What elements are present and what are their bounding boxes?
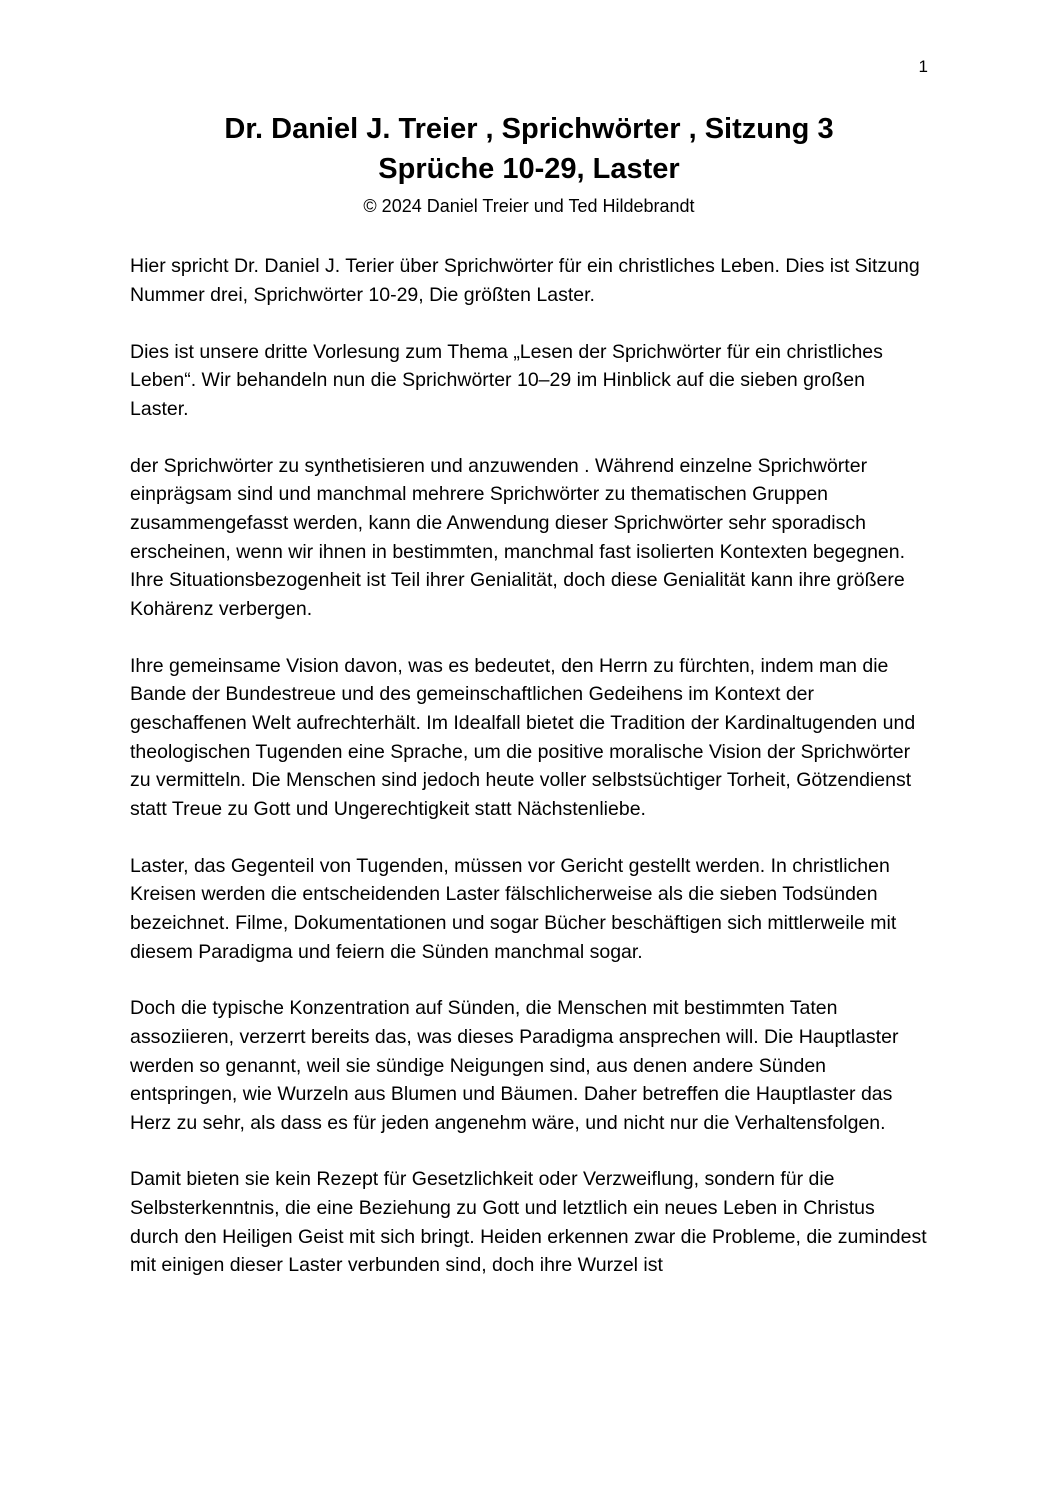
document-title-line-1: Dr. Daniel J. Treier , Sprichwörter , Sitzung 3 <box>224 113 834 145</box>
copyright-line: © 2024 Daniel Treier und Ted Hildebrandt <box>363 196 695 217</box>
paragraph-4: Ihre gemeinsame Vision davon, was es bedeutet, den Herrn zu fürchten, indem man die Bande der Bundestreue und des gemeinschaftlichen Gedeihens im Kontext der geschaffenen Welt aufrechterhält. Im Idealfall bietet die Tradition der Kardinaltugenden und theologischen Tugenden eine Sprache, um die positive moralische Vision der Sprichwörter zu vermitteln. Die Menschen sind jedoch heute voller selbstsüchtiger Torheit, Götzendienst statt Treue zu Gott und Ungerechtigkeit statt Nächstenliebe. <box>130 654 916 820</box>
paragraph-5: Laster, das Gegenteil von Tugenden, müssen vor Gericht gestellt werden. In christlichen Kreisen werden die entscheidenden Laster fälschlicherweise als die sieben Todsünden bezeichnet. Filme, Dokumentationen und sogar Bücher beschäftigen sich mittlerweile mit diesem Paradigma und feiern die Sünden manchmal sogar. <box>130 854 897 963</box>
document-title <box>130 109 928 189</box>
paragraph-1: Hier spricht Dr. Daniel J. Terier über Sprichwörter für ein christliches Leben. Dies ist Sitzung Nummer drei, Sprichwörter 10-29, Die größten Laster. <box>130 255 920 307</box>
paragraph-3: der Sprichwörter zu synthetisieren und anzuwenden . Während einzelne Sprichwörter einprägsam sind und manchmal mehrere Sprichwörter zu thematischen Gruppen zusammengefasst werden, kann die Anwendung dieser Sprichwörter sehr sporadisch erscheinen, wenn wir ihnen in bestimmten, manchmal fast isolierten Kontexten begegnen. Ihre Situationsbezogenheit ist Teil ihrer Genialität, doch diese Genialität kann ihre größere Kohärenz verbergen. <box>130 454 906 620</box>
document-body <box>130 252 928 1280</box>
paragraph-7: Damit bieten sie kein Rezept für Gesetzlichkeit oder Verzweiflung, sondern für die Selbsterkenntnis, die eine Beziehung zu Gott und letztlich ein neues Leben in Christus durch den Heiligen Geist mit sich bringt. Heiden erkennen zwar die Probleme, die zumindest mit einigen dieser Laster verbunden sind, doch ihre Wurzel ist <box>130 1168 927 1277</box>
document-title-line-2: Sprüche 10-29, Laster <box>378 153 680 186</box>
paragraph-6: Doch die typische Konzentration auf Sünden, die Menschen mit bestimmten Taten assoziieren, verzerrt bereits das, was dieses Paradigma ansprechen will. Die Hauptlaster werden so genannt, weil sie sündige Neigungen sind, aus denen andere Sünden entspringen, wie Wurzeln aus Blumen und Bäumen. Daher betreffen die Hauptlaster das Herz zu sehr, als dass es für jeden angenehm wäre, und nicht nur die Verhaltensfolgen. <box>130 997 899 1134</box>
page-number: 1 <box>918 57 928 76</box>
paragraph-2: Dies ist unsere dritte Vorlesung zum Thema „Lesen der Sprichwörter für ein christliches Leben“. Wir behandeln nun die Sprichwörter 10–29 im Hinblick auf die sieben großen Laster. <box>130 340 883 421</box>
